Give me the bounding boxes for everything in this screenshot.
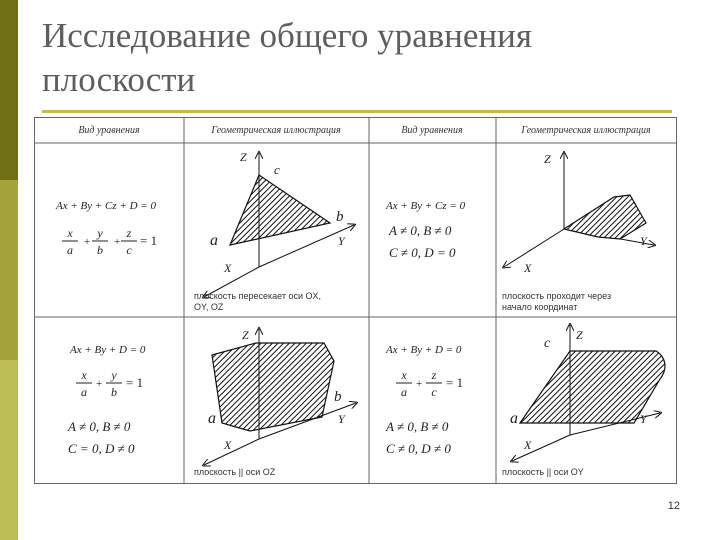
- cell-1-caption: [194, 291, 321, 312]
- cell-2-condition-1: A ≠ 0, B ≠ 0: [389, 223, 452, 238]
- cell-1-general-equation: Ax + By + Cz + D = 0: [56, 200, 156, 212]
- cell-4-equations: [385, 344, 463, 456]
- sidebar-stripe: [0, 0, 18, 540]
- cell-4-illustration: [512, 325, 665, 461]
- cell-4-x-axis: [512, 435, 570, 461]
- cell-1-plane-triangle: [230, 175, 330, 245]
- cell-1-equations: [55, 200, 157, 257]
- cell-4-frac-x-den: a: [401, 385, 407, 399]
- cell-3-axis-x-label: X: [224, 438, 232, 452]
- page-number: 12: [667, 500, 680, 512]
- cell-1-frac-z-num: z: [126, 226, 132, 240]
- cell-4-axis-y-label: Y: [640, 412, 647, 426]
- cell-1-intercept-b: b: [336, 209, 344, 225]
- cell-4-frac-z-den: c: [431, 385, 437, 399]
- cell-1-axis-y-label: Y: [338, 234, 345, 248]
- cell-3-frac-x-num: x: [81, 368, 87, 382]
- slide-title-line-1: Исследование общего уравнения: [42, 16, 532, 55]
- cell-4-condition-1: A ≠ 0, B ≠ 0: [386, 419, 449, 434]
- cell-3-equations: [67, 344, 146, 456]
- cell-4-frac-rhs: = 1: [446, 375, 464, 390]
- cell-4-frac-z-num: z: [431, 368, 437, 382]
- cell-4-plus: +: [416, 378, 423, 390]
- cell-3-intercept-a: a: [208, 410, 216, 427]
- cell-1-frac-x-num: x: [67, 226, 73, 240]
- cell-1-frac-y-den: b: [97, 243, 103, 257]
- cell-3-x-axis: [204, 439, 259, 465]
- cell-2-axis-z-label: Z: [544, 152, 551, 166]
- cell-1-axis-z-label: Z: [240, 150, 247, 164]
- slide-title: [42, 14, 682, 102]
- cell-2-axis-y-label: Y: [640, 234, 647, 248]
- cell-2-caption: [502, 291, 611, 312]
- cell-1-caption-line-2: OY, OZ: [194, 302, 224, 312]
- cell-3-equation: Ax + By + D = 0: [70, 344, 146, 356]
- table-header-1: Вид уравнения: [78, 125, 140, 136]
- cell-3-caption: [194, 467, 276, 477]
- cell-4-frac-x-num: x: [401, 368, 407, 382]
- cell-3-frac-y-num: y: [111, 368, 117, 382]
- cell-1-frac-y-num: y: [97, 226, 103, 240]
- cell-2-axis-x-label: X: [524, 261, 532, 275]
- equation-table: [34, 117, 680, 485]
- cell-3-frac-y-den: b: [111, 385, 117, 399]
- cell-1-intercept-c: c: [274, 162, 280, 177]
- cell-2-plane-shape: [564, 195, 646, 239]
- cell-1-axis-x-label: X: [224, 261, 232, 275]
- cell-4-equation: Ax + By + D = 0: [386, 344, 462, 356]
- cell-4-caption: [502, 467, 584, 477]
- cell-1-plus-2: +: [114, 236, 121, 248]
- cell-4-caption-line-1: плоскость || оси OY: [502, 467, 584, 477]
- cell-4-condition-2: C ≠ 0, D ≠ 0: [386, 441, 451, 456]
- cell-1-intercept-a: a: [210, 232, 218, 249]
- cell-3-axis-y-label: Y: [338, 412, 345, 426]
- cell-4-axis-x-label: X: [524, 438, 532, 452]
- cell-2-caption-line-1: плоскость проходит через: [502, 291, 612, 301]
- cell-1-frac-z-den: c: [126, 243, 132, 257]
- cell-3-caption-line-1: плоскость || оси OZ: [194, 467, 276, 477]
- cell-2-x-axis: [504, 229, 564, 267]
- cell-3-frac-rhs: = 1: [126, 375, 144, 390]
- cell-1-frac-rhs: = 1: [140, 233, 158, 248]
- sidebar-segment-top: [0, 0, 18, 180]
- cell-1-frac-x-den: a: [67, 243, 73, 257]
- cell-2-caption-line-2: начало координат: [502, 302, 578, 312]
- table-header-3: Вид уравнения: [401, 125, 463, 136]
- cell-3-axis-z-label: Z: [242, 328, 249, 342]
- cell-4-intercept-a: a: [510, 410, 518, 427]
- slide-title-line-2: плоскости: [42, 60, 196, 99]
- cell-1-caption-line-1: плоскость пересекает оси OX,: [194, 291, 321, 301]
- sidebar-segment-middle: [0, 180, 18, 360]
- table-header-row: [78, 125, 651, 136]
- cell-3-condition-2: C = 0, D ≠ 0: [68, 441, 135, 456]
- cell-3-frac-x-den: a: [81, 385, 87, 399]
- cell-3-intercept-b: b: [334, 389, 342, 405]
- sidebar-segment-bottom: [0, 360, 18, 540]
- title-underline: [42, 110, 672, 113]
- table-header-4: Геометрическая иллюстрация: [521, 125, 651, 136]
- table-header-2: Геометрическая иллюстрация: [211, 125, 341, 136]
- cell-2-illustration: [504, 153, 654, 267]
- cell-2-equations: [385, 200, 466, 260]
- cell-4-intercept-c: c: [544, 336, 551, 351]
- cell-4-axis-z-label: Z: [576, 328, 583, 342]
- cell-1-plus-1: +: [84, 236, 91, 248]
- cell-3-condition-1: A ≠ 0, B ≠ 0: [68, 419, 131, 434]
- cell-2-condition-2: C ≠ 0, D = 0: [389, 245, 456, 260]
- cell-2-equation: Ax + By + Cz = 0: [386, 200, 466, 212]
- cell-3-plus: +: [96, 378, 103, 390]
